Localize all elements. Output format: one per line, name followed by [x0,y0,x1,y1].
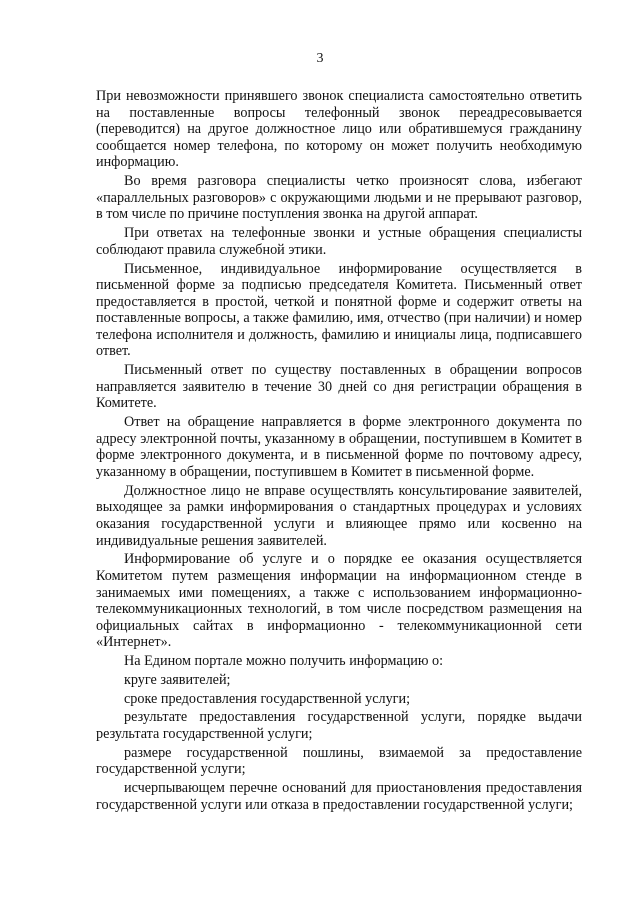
paragraph: Должностное лицо не вправе осуществлять консультирование заявителей, выходящее за рамки информирования о стандартных процедурах и условиях оказания государственной услуги и влияющее прямо или косвенно на индивидуальные решения заявителей. [96,482,582,549]
paragraph: Информирование об услуге и о порядке ее оказания осуществляется Комитетом путем размещения информации на информационном стенде в занимаемых ими помещениях, а также с использованием информационно-телекоммуникационных технологий, в том числе посредством размещения на официальных сайтах в информационно - телекоммуникационной сети «Интернет». [96,551,582,651]
paragraph: При невозможности принявшего звонок специалиста самостоятельно ответить на поставленные вопросы телефонный звонок переадресовывается (переводится) на другое должностное лицо или обратившемуся гражданину сообщается номер телефона, по которому он может получить необходимую информацию. [96,88,582,171]
paragraph: При ответах на телефонные звонки и устные обращения специалисты соблюдают правила служебной этики. [96,225,582,258]
page-number: 3 [316,51,324,66]
paragraph: Ответ на обращение направляется в форме электронного документа по адресу электронной почты, указанному в обращении, поступившем в Комитет в форме электронного документа, и в письменной форме по почтовому адресу, указанному в обращении, поступившем в Комитет в письменной форме. [96,414,582,480]
list-item: сроке предоставления государственной услуги; [124,690,411,707]
paragraph: Письменное, индивидуальное информирование осуществляется в письменной форме за подписью председателя Комитета. Письменный ответ предоставляется в простой, четкой и понятной форме и содержит ответы на поставленные вопросы, а также фамилию, имя, отчество (при наличии) и номер телефона исполнителя и должность, фамилию и инициалы лица, подписавшего ответ. [96,260,582,360]
list-item: результате предоставления государственной услуги, порядке выдачи результата государственной услуги; [96,709,582,743]
list-item: размере государственной пошлины, взимаемой за предоставление государственной услуги; [96,744,582,778]
document-body [96,88,582,813]
paragraph: Во время разговора специалисты четко произносят слова, избегают «параллельных разговоров» с окружающими людьми и не прерывают разговор, в том числе по причине поступления звонка на другой аппарат. [96,173,582,223]
paragraph: На Едином портале можно получить информацию о: [124,653,444,670]
list-item: круге заявителей; [124,671,231,688]
paragraph: Письменный ответ по существу поставленных в обращении вопросов направляется заявителю в течение 30 дней со дня регистрации обращения в Комитете. [96,362,582,412]
list-item: исчерпывающем перечне оснований для приостановления предоставления государственной услуги или отказа в предоставлении государственной услуги; [96,780,582,813]
